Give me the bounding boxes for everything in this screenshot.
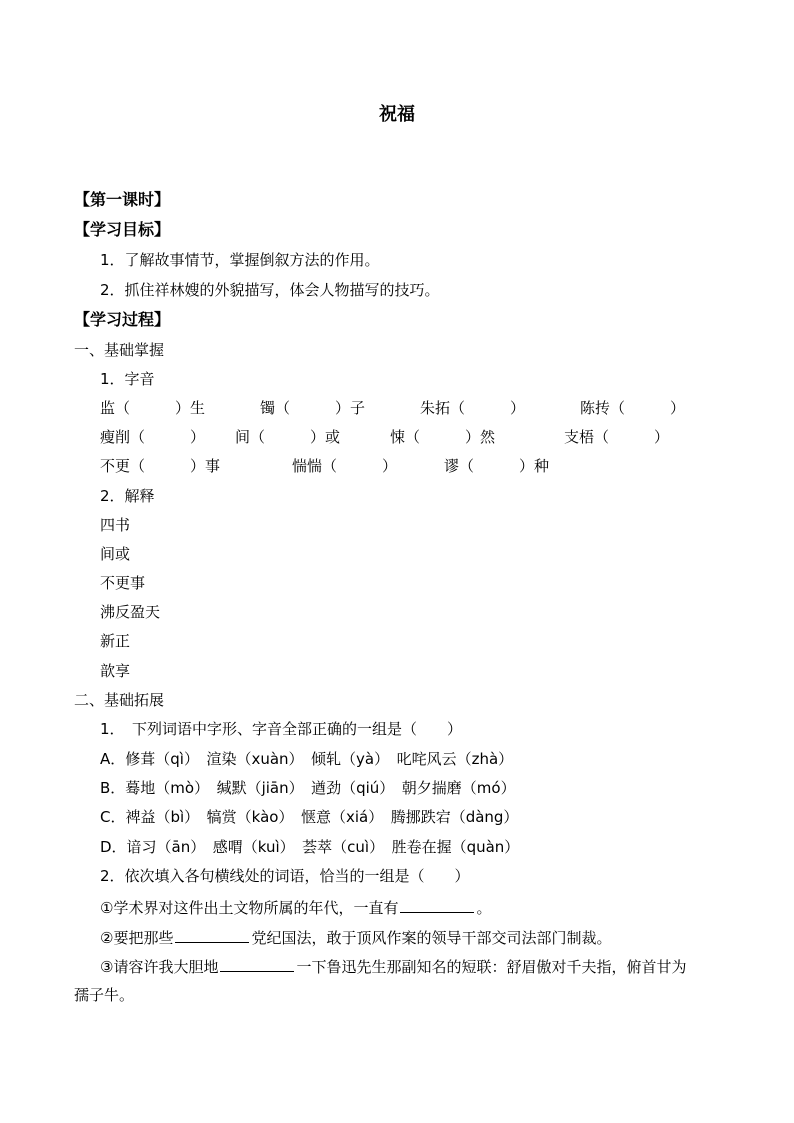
pinyin-item: 监（ ）生 xyxy=(100,399,206,417)
pinyin-item: 悚（ ）然 xyxy=(390,428,496,446)
sentence-text: ②要把那些 xyxy=(100,929,174,947)
sentence-3-continued: 孺子牛。 xyxy=(74,986,135,1004)
option-a: A．修葺（qì） 渲染（xuàn） 倾轧（yà） 叱咤风云（zhà） xyxy=(100,750,514,768)
sentence-2 xyxy=(100,926,611,948)
option-d: D．谙习（ān） 感喟（kuì） 荟萃（cuì） 胜卷在握（quàn） xyxy=(100,838,520,856)
sentence-text: ①学术界对这件出土文物所属的年代，一直有 xyxy=(100,899,399,917)
pinyin-item: 惴惴（ ） xyxy=(292,457,398,475)
lesson-heading: 【第一课时】 xyxy=(74,190,171,209)
goal-item: 1．了解故事情节，掌握倒叙方法的作用。 xyxy=(100,251,380,269)
pinyin-row xyxy=(100,456,720,476)
term-item: 新正 xyxy=(100,632,131,650)
process-heading: 【学习过程】 xyxy=(74,310,171,329)
pinyin-item: 朱拓（ ） xyxy=(420,399,526,417)
pinyin-item: 不更（ ）事 xyxy=(100,457,221,475)
pinyin-row xyxy=(100,398,720,418)
page-title: 祝福 xyxy=(379,104,415,125)
pinyin-item: 支梧（ ） xyxy=(564,428,670,446)
sentence-text: ③请容许我大胆地 xyxy=(100,958,219,976)
pinyin-row xyxy=(100,427,720,447)
option-c: C．裨益（bì） 犒赏（kào） 惬意（xiá） 腾挪跌宕（dàng） xyxy=(100,808,519,826)
term-item: 不更事 xyxy=(100,574,146,592)
sentence-text: 一下鲁迅先生那副知名的短联：舒眉傲对千夫指，俯首甘为 xyxy=(296,958,687,976)
q1-label: 1．字音 xyxy=(100,370,155,388)
term-item: 间或 xyxy=(100,545,131,563)
pinyin-item: 陈抟（ ） xyxy=(580,399,686,417)
pinyin-item: 瘦削（ ） xyxy=(100,428,206,446)
fill-blank[interactable] xyxy=(400,896,474,913)
fill-blank[interactable] xyxy=(175,926,249,943)
pinyin-item: 镯（ ）子 xyxy=(260,399,366,417)
question-1: 1． 下列词语中字形、字音全部正确的一组是（ ） xyxy=(100,720,463,738)
q2-label: 2．解释 xyxy=(100,487,155,505)
sentence-3 xyxy=(100,955,686,977)
part1-heading: 一、基础掌握 xyxy=(74,341,165,359)
goals-heading: 【学习目标】 xyxy=(74,220,171,239)
goal-item: 2．抓住祥林嫂的外貌描写，体会人物描写的技巧。 xyxy=(100,281,440,299)
part2-heading: 二、基础拓展 xyxy=(74,691,165,709)
sentence-text: 党纪国法，敢于顶风作案的领导干部交司法部门制裁。 xyxy=(251,929,612,947)
sentence-1 xyxy=(100,896,491,918)
pinyin-item: 间（ ）或 xyxy=(235,428,341,446)
fill-blank[interactable] xyxy=(220,955,294,972)
term-item: 歆享 xyxy=(100,662,131,680)
pinyin-item: 谬（ ）种 xyxy=(444,457,550,475)
question-2: 2．依次填入各句横线处的词语，恰当的一组是（ ） xyxy=(100,867,470,885)
sentence-text: 。 xyxy=(476,899,492,917)
term-item: 四书 xyxy=(100,516,131,534)
term-item: 沸反盈天 xyxy=(100,603,161,621)
option-b: B．蓦地（mò） 缄默（jiān） 遒劲（qiú） 朝夕揣磨（mó） xyxy=(100,779,516,797)
